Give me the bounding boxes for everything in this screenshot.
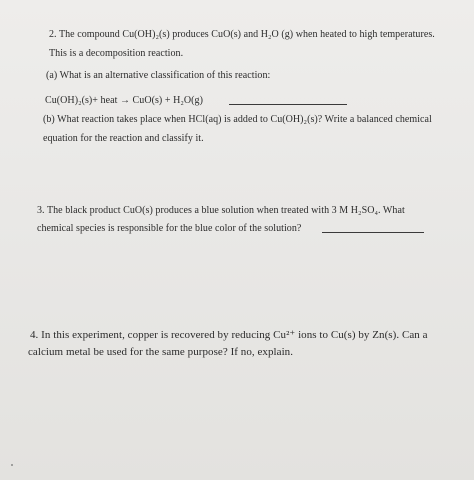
q2-intro-line2: This is a decomposition reaction. — [49, 48, 184, 59]
q2-part-a-answer-blank[interactable] — [229, 95, 347, 105]
q2-part-b-line2: equation for the reaction and classify it. — [43, 133, 204, 144]
q3-line2: chemical species is responsible for the blue color of the solution? — [37, 223, 302, 234]
q4-line1: 4. In this experiment, copper is recovered by reducing Cu²⁺ ions to Cu(s) by Zn(s). Can a — [30, 329, 428, 341]
q2-part-a-question: (a) What is an alternative classification of this reaction: — [46, 70, 271, 81]
q2-part-a-equation: Cu(OH)₂(s)+ heat → CuO(s) + H₂O(g) — [45, 95, 203, 106]
q2-intro-line1: 2. The compound Cu(OH)₂(s) produces CuO(s) and H₂O (g) when heated to high temperatures. — [49, 29, 435, 40]
q4-line2: calcium metal be used for the same purpose? If no, explain. — [28, 346, 294, 358]
q3-line1: 3. The black product CuO(s) produces a blue solution when treated with 3 M H₂SO₄. What — [37, 205, 405, 216]
paper-speck — [11, 464, 13, 466]
q2-part-b-line1: (b) What reaction takes place when HCl(aq) is added to Cu(OH)₂(s)? Write a balanced chemical — [43, 114, 432, 125]
q3-answer-blank[interactable] — [322, 223, 424, 233]
